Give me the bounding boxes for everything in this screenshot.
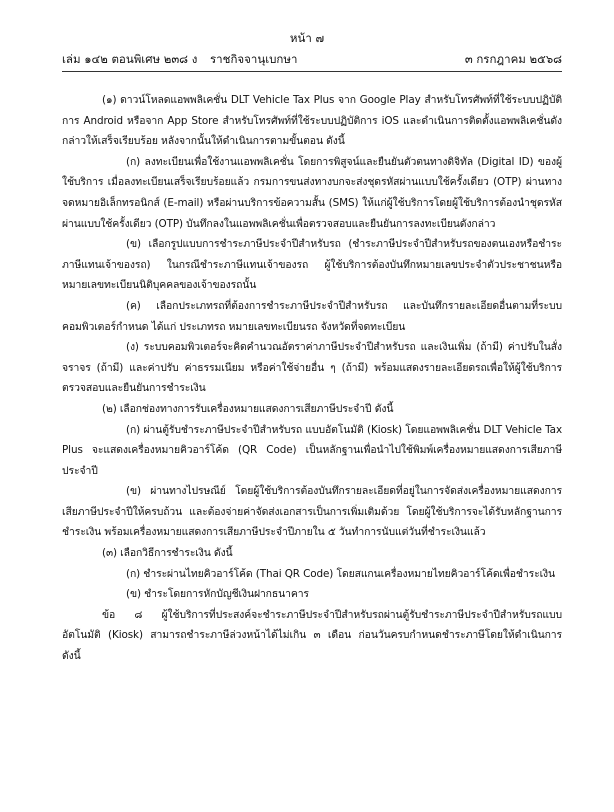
- clause-1c-vehicle-type: (ค) เลือกประเภทรถที่ต้องการชำระภาษีประจำปีสำหรับรถ และบันทึกรายละเอียดอื่นตามที่ระบบคอมพิวเตอร์กำหนด ได้แก่ ประเภทรถ หมายเลขทะเบียนรถ จังหวัดที่จดทะเบียน: [62, 299, 562, 333]
- running-header: [62, 50, 562, 68]
- header-divider: [62, 71, 562, 72]
- clause-1d-tax-calculation: (ง) ระบบคอมพิวเตอร์จะคิดคำนวณอัตราค่าภาษีประจำปีสำหรับรถ และเงินเพิ่ม (ถ้ามี) ค่าปรับในสั่งจราจร (ถ้ามี) และค่าปรับ ค่าธรรมเนียม หรือค่าใช้จ่ายอื่น ๆ (ถ้ามี) พร้อมแสดงรายละเอียดรถเพื่อให้ผู้ใช้บริการตรวจสอบและยืนยันการชำระเงิน: [62, 341, 562, 395]
- volume-info: เล่ม ๑๔๒ ตอนพิเศษ ๒๓๘ ง: [62, 52, 198, 66]
- clause-2b-postal: (ข) ผ่านทางไปรษณีย์ โดยผู้ใช้บริการต้องบันทึกรายละเอียดที่อยู่ในการจัดส่งเครื่องหมายแสดงการเสียภาษีประจำปีให้ครบถ้วน และต้องจ่ายค่าจัดส่งเอกสารเป็นการเพิ่มเติมด้วย โดยผู้ใช้บริการจะได้รับหลักฐานการชำระเงิน พร้อมเครื่องหมายแสดงการเสียภาษีประจำปีภายใน ๕ วันทำการนับแต่วันที่ชำระเงินแล้ว: [62, 485, 562, 539]
- page-number: หน้า ๗: [289, 31, 325, 45]
- clause-1b-payment-type: (ข) เลือกรูปแบบการชำระภาษีประจำปีสำหรับรถ (ชำระภาษีประจำปีสำหรับรถของตนเองหรือชำระภาษีแทนเจ้าของรถ) ในกรณีชำระภาษีแทนเจ้าของรถ ผู้ใช้บริการต้องบันทึกหมายเลขประจำตัวประชาชนหรือหมายเลขทะเบียนนิติบุคคลของเจ้าของรถนั้น: [62, 238, 562, 292]
- clause-1-download-app: (๑) ดาวน์โหลดแอพพลิเคชั่น DLT Vehicle Tax Plus จาก Google Play สำหรับโทรศัพท์ที่ใช้ระบบปฏิบัติการ Android หรือจาก App Store สำหรับโทรศัพท์ที่ใช้ระบบปฏิบัติการ iOS และดำเนินการติดตั้งแอพพลิเคชั่นดังกล่าวให้เสร็จเรียบร้อย หลังจากนั้นให้ดำเนินการตามขั้นตอน ดังนี้: [62, 94, 562, 148]
- clause-3b-bank-debit: (ข) ชำระโดยการหักบัญชีเงินฝากธนาคาร: [126, 588, 309, 601]
- document-body: [62, 90, 562, 667]
- gazette-name: ราชกิจจานุเบกษา: [210, 52, 298, 66]
- clause-1a-register: (ก) ลงทะเบียนเพื่อใช้งานแอพพลิเคชั่น โดยการพิสูจน์และยืนยันตัวตนทางดิจิทัล (Digital ID) ของผู้ใช้บริการ เมื่อลงทะเบียนเสร็จเรียบร้อยแล้ว กรมการขนส่งทางบกจะส่งชุดรหัสผ่านแบบใช้ครั้งเดียว (OTP) ผ่านทางจดหมายอิเล็กทรอนิกส์ (E-mail) หรือผ่านบริการข้อความสั้น (SMS) ให้แก่ผู้ใช้บริการโดยผู้ใช้บริการต้องนำชุดรหัสผ่านแบบใช้ครั้งเดียว (OTP) บันทึกลงในแอพพลิเคชั่นเพื่อตรวจสอบและยืนยันการลงทะเบียนดังกล่าว: [62, 155, 562, 230]
- section-8: ข้อ ๘ ผู้ใช้บริการที่ประสงค์จะชำระภาษีประจำปีสำหรับรถผ่านตู้รับชำระภาษีประจำปีสำหรับรถแบบอัตโนมัติ (Kiosk) สามารถชำระภาษีล่วงหน้าได้ไม่เกิน ๓ เดือน ก่อนวันครบกำหนดชำระภาษีโดยให้ดำเนินการ ดังนี้: [62, 608, 562, 663]
- clause-2-receive-sticker: (๒) เลือกช่องทางการรับเครื่องหมายแสดงการเสียภาษีประจำปี ดังนี้: [102, 402, 394, 415]
- publication-date: ๓ กรกฎาคม ๒๕๖๘: [464, 52, 562, 66]
- clause-2a-kiosk: (ก) ผ่านตู้รับชำระภาษีประจำปีสำหรับรถ แบบอัตโนมัติ (Kiosk) โดยแอพพลิเคชั่น DLT Vehicle Tax Plus จะแสดงเครื่องหมายคิวอาร์โค้ด (QR Code) เป็นหลักฐานเพื่อนำไปใช้พิมพ์เครื่องหมายแสดงการเสียภาษีประจำปี: [62, 423, 562, 477]
- clause-3-payment-method: (๓) เลือกวิธีการชำระเงิน ดังนี้: [102, 547, 233, 560]
- clause-3a-thai-qr: (ก) ชำระผ่านไทยคิวอาร์โค้ด (Thai QR Code) โดยสแกนเครื่องหมายไทยคิวอาร์โค้ดเพื่อชำระเงิน: [126, 567, 556, 580]
